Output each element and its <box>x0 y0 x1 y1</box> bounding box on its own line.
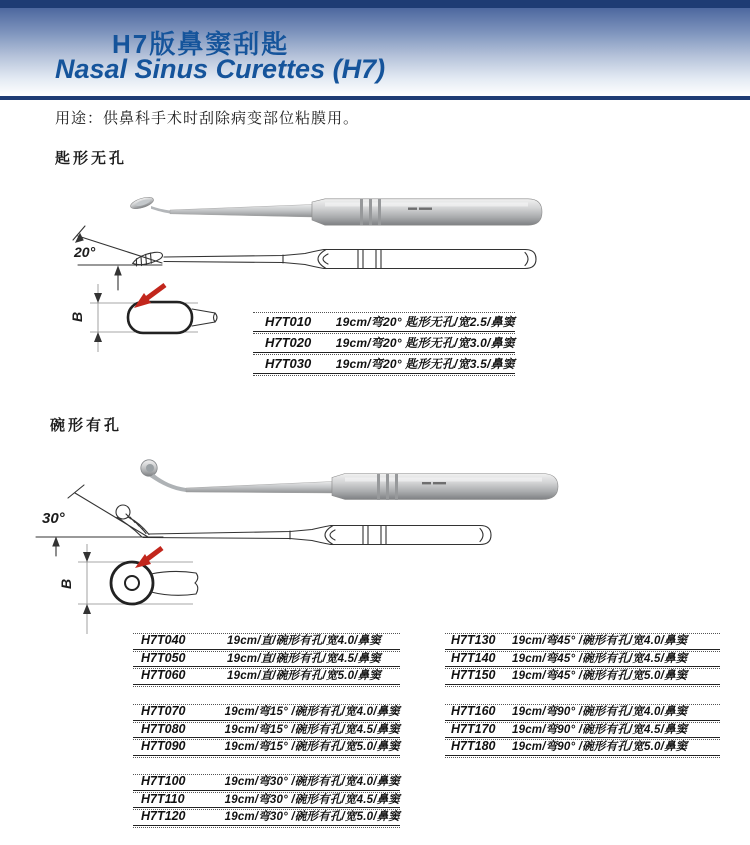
spec-table-bowl-15 <box>133 703 400 758</box>
product-code: H7T040 <box>141 633 186 647</box>
product-code: H7T020 <box>265 335 312 350</box>
product-desc: 19cm/弯45° /碗形有孔/宽4.0/鼻窦 <box>512 635 688 647</box>
dim-arrow-top <box>83 552 91 562</box>
product-desc: 19cm/弯90° /碗形有孔/宽5.0/鼻窦 <box>512 741 688 753</box>
table-row <box>133 723 400 739</box>
spoon-tip <box>129 195 155 211</box>
product-code: H7T010 <box>265 314 312 329</box>
table-row <box>133 634 400 650</box>
product-code: H7T170 <box>451 721 496 736</box>
dim-arrow-bottom <box>83 604 91 614</box>
header-top-bar <box>0 0 750 8</box>
product-code: H7T070 <box>141 704 186 718</box>
product-desc: 19cm/直/碗形有孔/宽5.0/鼻窦 <box>227 670 381 682</box>
handle-highlight <box>325 203 528 207</box>
spec-table-bowl-90 <box>445 703 720 758</box>
pointer-arrow-icon <box>135 548 162 568</box>
divider <box>253 375 515 376</box>
section-label-spoon: 匙形无孔 <box>55 150 128 167</box>
product-desc: 19cm/弯15° /碗形有孔/宽5.0/鼻窦 <box>224 741 400 753</box>
divider <box>133 827 400 828</box>
product-desc: 19cm/弯90° /碗形有孔/宽4.0/鼻窦 <box>512 706 688 718</box>
tip-cross-section-bowl <box>58 542 248 637</box>
divider <box>133 757 400 758</box>
handle-highlight <box>345 478 542 482</box>
dim-arrow-bottom <box>94 332 102 342</box>
product-code: H7T140 <box>451 650 496 665</box>
product-code: H7T110 <box>141 791 185 806</box>
drawn-shaft-handle <box>164 250 536 269</box>
table-row <box>133 793 400 809</box>
product-desc: 19cm/弯30° /碗形有孔/宽5.0/鼻窦 <box>224 811 400 823</box>
product-code: H7T180 <box>451 739 496 753</box>
usage-note: 用途：供鼻科手术时刮除病变部位粘膜用。 <box>55 110 360 127</box>
product-desc: 19cm/弯30° /碗形有孔/宽4.5/鼻窦 <box>224 793 400 806</box>
product-desc: 19cm/弯45° /碗形有孔/宽5.0/鼻窦 <box>512 670 688 682</box>
table-row <box>445 634 720 650</box>
product-desc: 19cm/弯20° 匙形无孔/宽2.5/鼻窦 <box>335 315 515 329</box>
table-row <box>445 669 720 685</box>
spoon-stub <box>192 309 217 326</box>
table-row <box>253 313 515 332</box>
table-row <box>133 810 400 826</box>
table-row <box>253 355 515 374</box>
tip-cross-section-spoon <box>68 282 253 354</box>
product-desc: 19cm/弯15° /碗形有孔/宽4.0/鼻窦 <box>224 706 400 718</box>
bowl-top-view <box>111 562 153 604</box>
handle-engraving <box>408 208 432 210</box>
dim-label-spoon: B <box>69 311 85 322</box>
product-code: H7T120 <box>141 809 186 823</box>
table-row <box>133 652 400 668</box>
product-desc: 19cm/弯20° 匙形无孔/宽3.0/鼻窦 <box>335 336 515 350</box>
dim-label-bowl: B <box>58 578 74 589</box>
page-title-en: Nasal Sinus Curettes (H7) <box>55 54 386 84</box>
table-row <box>445 723 720 739</box>
dim-arrow-top <box>94 293 102 303</box>
divider <box>445 757 720 758</box>
table-row <box>445 652 720 668</box>
tip-neck <box>151 206 170 214</box>
bowl-stub <box>151 571 198 595</box>
product-code: H7T080 <box>141 721 186 736</box>
product-desc: 19cm/直/碗形有孔/宽4.5/鼻窦 <box>227 652 381 665</box>
divider <box>445 686 720 687</box>
product-code: H7T130 <box>451 633 496 647</box>
header-bottom-rule <box>0 96 750 100</box>
product-code: H7T160 <box>451 704 496 718</box>
spec-table-bowl-straight <box>133 632 400 687</box>
product-code: H7T090 <box>141 739 186 753</box>
product-code: H7T030 <box>265 356 312 371</box>
product-desc: 19cm/弯20° 匙形无孔/宽3.5/鼻窦 <box>335 357 515 371</box>
product-code: H7T100 <box>141 774 186 788</box>
section-label-bowl: 碗形有孔 <box>50 417 123 434</box>
spec-table-bowl-45 <box>445 632 720 687</box>
product-desc: 19cm/弯30° /碗形有孔/宽4.0/鼻窦 <box>224 776 400 788</box>
product-desc: 19cm/直/碗形有孔/宽4.0/鼻窦 <box>227 635 381 647</box>
table-row <box>133 740 400 756</box>
divider <box>133 686 400 687</box>
product-code: H7T050 <box>141 650 186 665</box>
angle-label-bowl: 30° <box>42 510 65 527</box>
shaft <box>170 205 312 218</box>
table-row <box>445 740 720 756</box>
product-desc: 19cm/弯15° /碗形有孔/宽4.5/鼻窦 <box>224 723 400 736</box>
table-row <box>445 705 720 721</box>
pointer-arrow-icon <box>134 285 165 308</box>
product-desc: 19cm/弯45° /碗形有孔/宽4.5/鼻窦 <box>512 652 688 665</box>
table-row <box>133 669 400 685</box>
page-title-cn: H7版鼻窦刮匙 <box>112 29 290 59</box>
bowl-cavity <box>146 464 154 472</box>
table-row <box>133 775 400 791</box>
product-code: H7T060 <box>141 668 186 682</box>
table-row <box>133 705 400 721</box>
spec-table-spoon <box>253 311 515 376</box>
product-code: H7T150 <box>451 668 496 682</box>
angle-label-spoon: 20° <box>74 244 96 260</box>
table-row <box>253 334 515 353</box>
spec-table-bowl-30 <box>133 773 400 828</box>
product-desc: 19cm/弯90° /碗形有孔/宽4.5/鼻窦 <box>512 723 688 736</box>
